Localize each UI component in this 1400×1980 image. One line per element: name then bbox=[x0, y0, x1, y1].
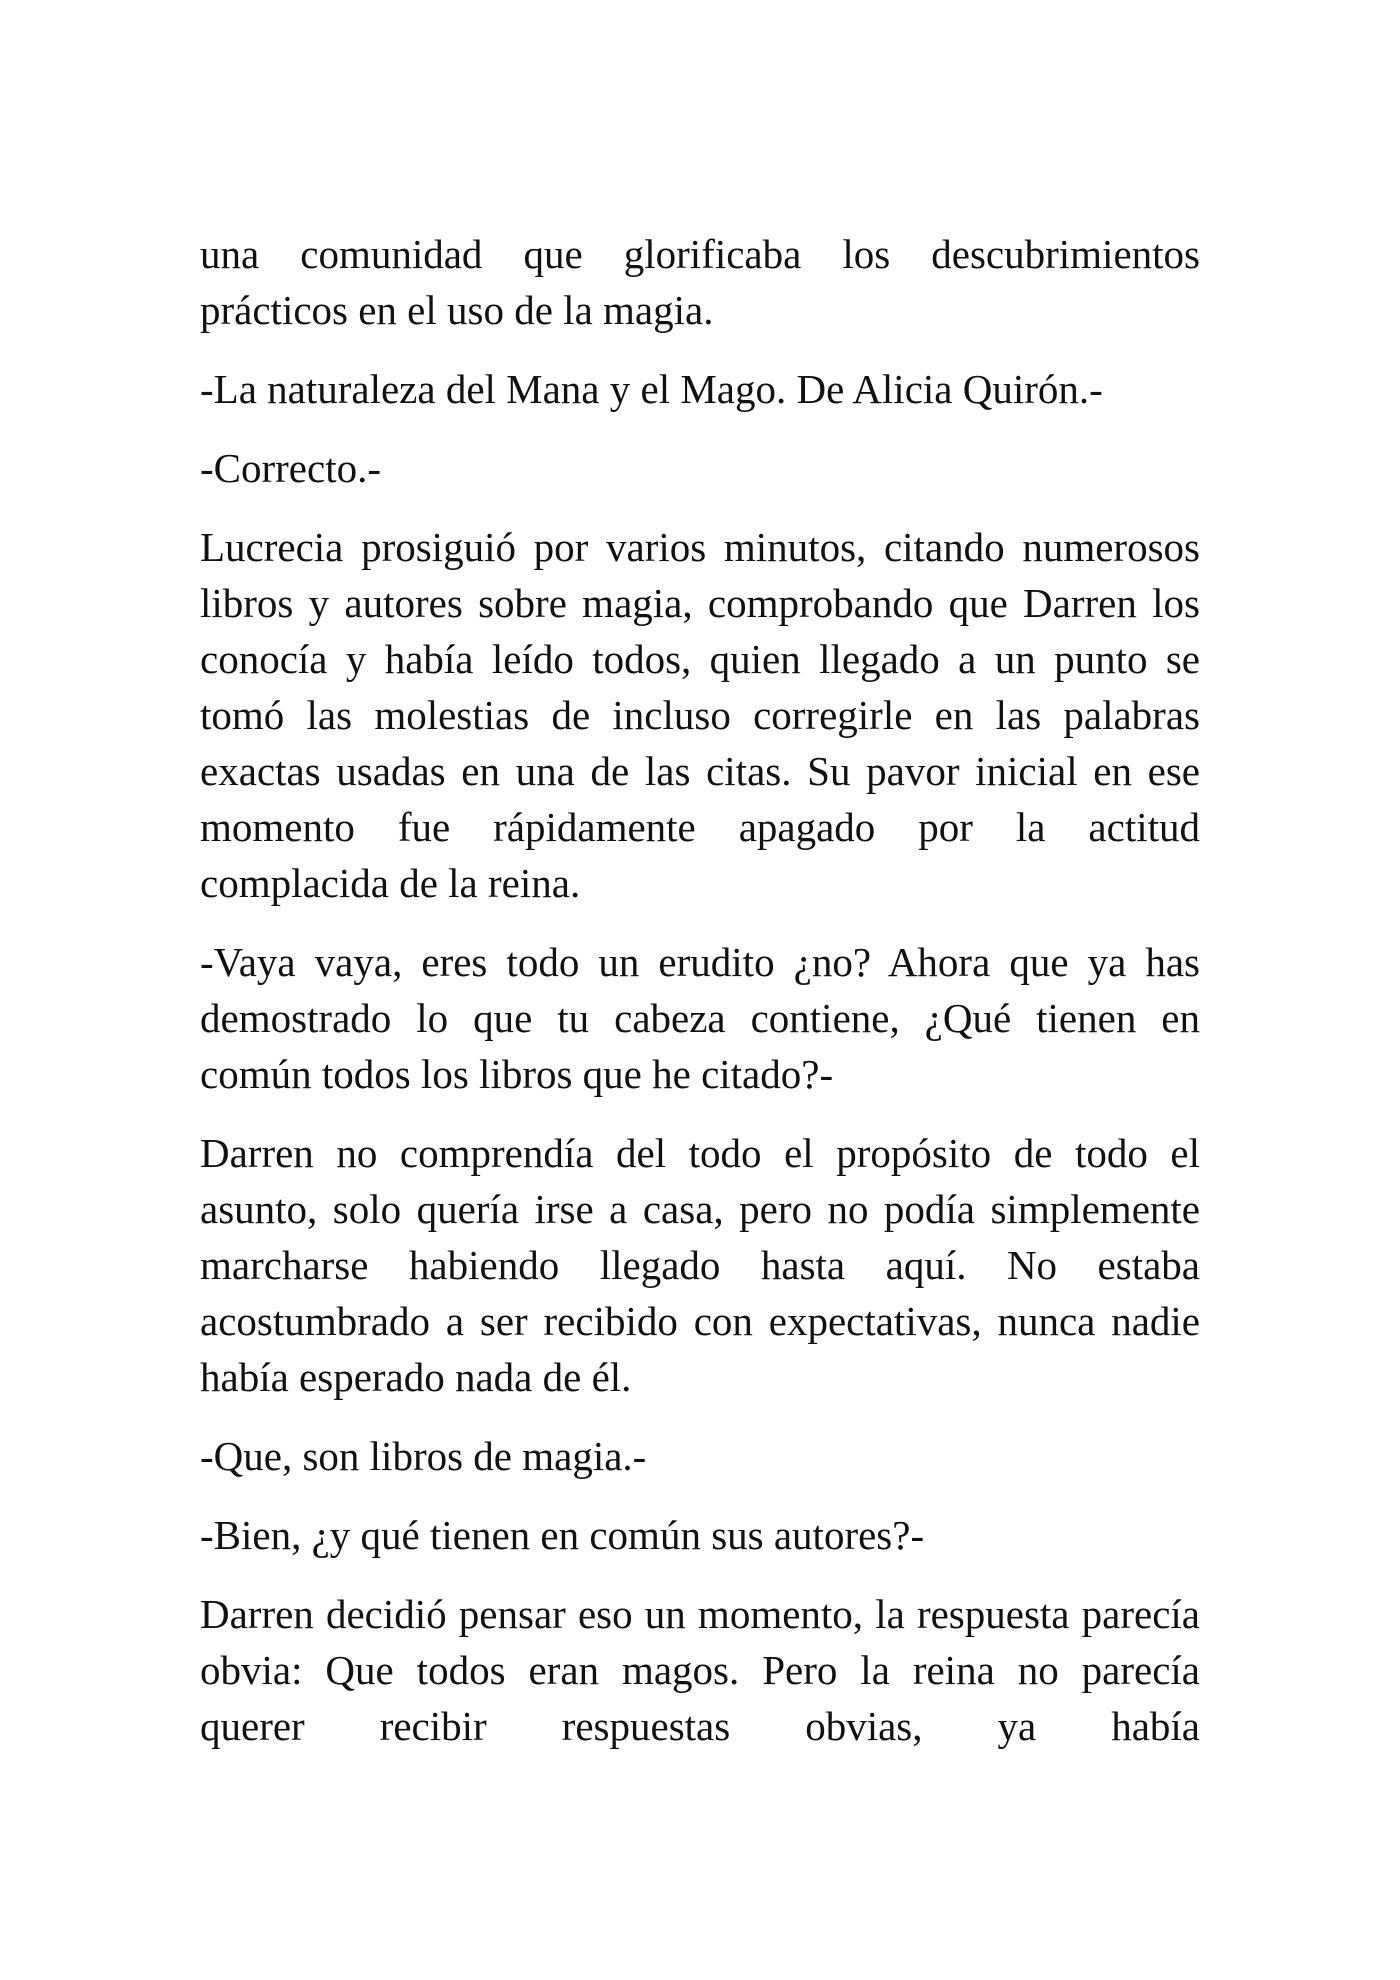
paragraph-9: Darren decidió pensar eso un momento, la respuesta parecía obvia: Que todos eran magos. Pero la reina no parecía querer recibir respuestas obvias, ya había bbox=[200, 1591, 1200, 1749]
paragraph-5: -Vaya vaya, eres todo un erudito ¿no? Ahora que ya has demostrado lo que tu cabeza contiene, ¿Qué tienen en común todos los libros que he citado?- bbox=[200, 939, 1200, 1097]
paragraph-6: Darren no comprendía del todo el propósito de todo el asunto, solo quería irse a casa, pero no podía simplemente marcharse habiendo llegado hasta aquí. No estaba acostumbrado a ser recibido con expectativas, nunca nadie había esperado nada de él. bbox=[200, 1130, 1200, 1400]
page-body-text bbox=[200, 226, 1200, 1754]
paragraph-7: -Que, son libros de magia.- bbox=[200, 1433, 647, 1479]
paragraph-3: -Correcto.- bbox=[200, 445, 381, 491]
paragraph-1: una comunidad que glorificaba los descubrimientos prácticos en el uso de la magia. bbox=[200, 231, 1200, 333]
paragraph-4: Lucrecia prosiguió por varios minutos, citando numerosos libros y autores sobre magia, comprobando que Darren los conocía y había leído todos, quien llegado a un punto se tomó las molestias de incluso corregirle en las palabras exactas usadas en una de las citas. Su pavor inicial en ese momento fue rápidamente apagado por la actitud complacida de la reina. bbox=[200, 524, 1200, 906]
paragraph-2: -La naturaleza del Mana y el Mago. De Alicia Quirón.- bbox=[200, 366, 1103, 412]
paragraph-8: -Bien, ¿y qué tienen en común sus autores?- bbox=[200, 1512, 925, 1558]
